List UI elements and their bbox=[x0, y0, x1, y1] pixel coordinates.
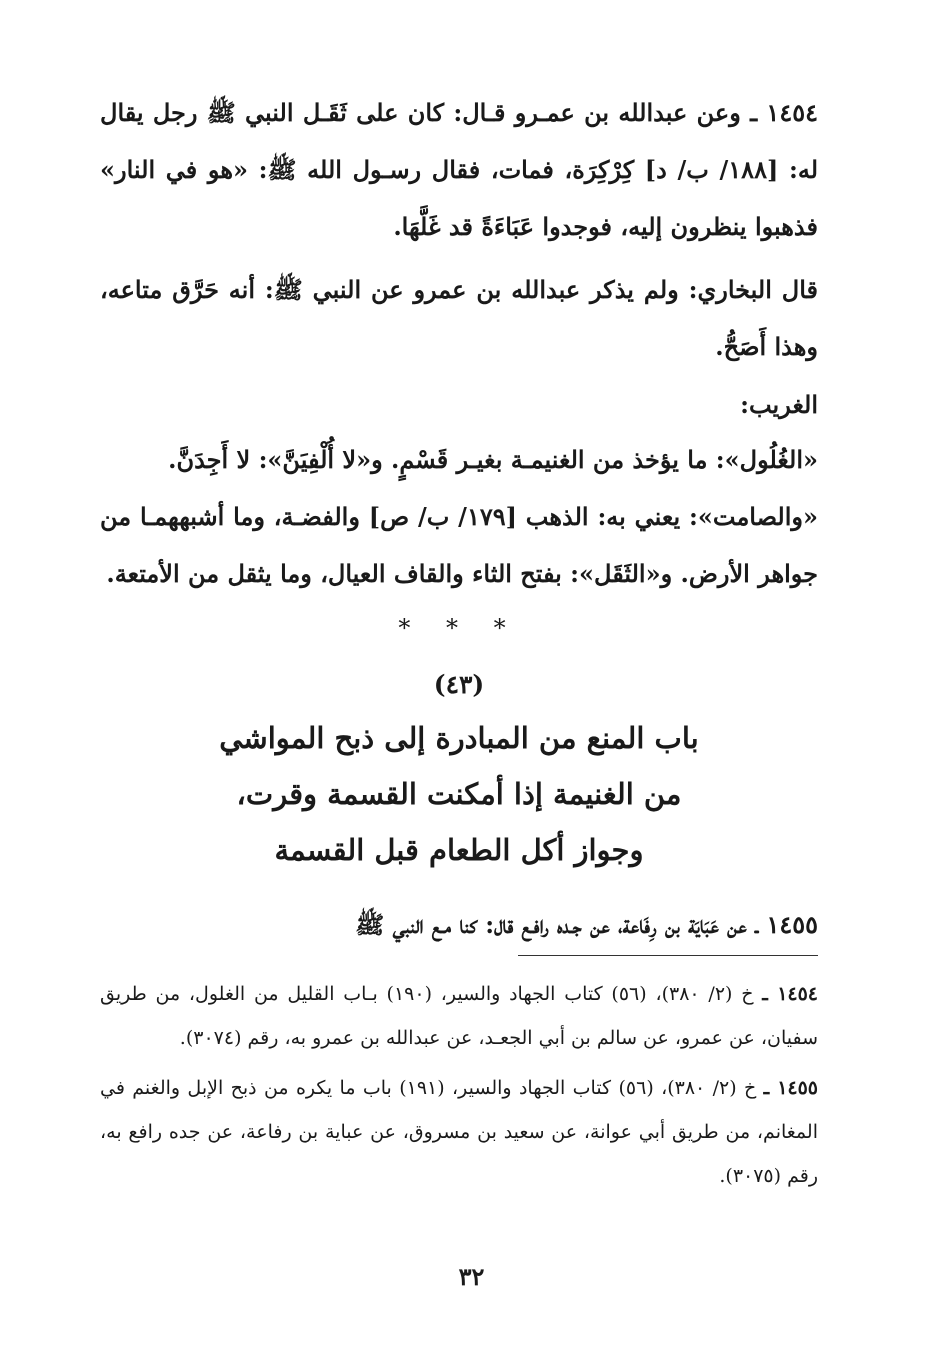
footnote-divider bbox=[518, 955, 818, 956]
gharib-heading: الغريب: bbox=[740, 390, 818, 419]
hadith-1455 bbox=[100, 896, 818, 953]
footnote-number: ١٤٥٥ ـ bbox=[763, 1077, 819, 1099]
chapter-title-line-1: باب المنع من المبادرة إلى ذبح المواشي bbox=[219, 721, 699, 755]
hadith-number: ١٤٥٤ ـ bbox=[750, 98, 818, 127]
gharib-line-1: «الغُلُول»: ما يؤخذ من الغنيمـة بغيـر قَسْمٍ. و«لا أُلْفِيَنَّ»: لا أَجِدَنَّ. bbox=[168, 445, 818, 474]
hadith-1454 bbox=[100, 84, 818, 255]
footnote-1454 bbox=[100, 972, 818, 1060]
page-number: ٣٢ bbox=[458, 1262, 485, 1291]
hadith-text: عن عَبَايَة بن رِفَاعة، عن جـده رافـع قال: كنا مـع النبي ﷺ bbox=[355, 910, 747, 939]
footnote-1455 bbox=[100, 1066, 818, 1198]
footnote-number: ١٤٥٤ ـ bbox=[762, 983, 819, 1005]
bukhari-note: قال البخاري: ولم يذكر عبدالله بن عمرو عن النبي ﷺ: أنه حَرَّق متاعه، وهذا أَصَحُّ. bbox=[100, 275, 818, 361]
footnotes bbox=[100, 972, 818, 1204]
footnote-text: خ (٢/ ٣٨٠)، (٥٦) كتاب الجهاد والسير، (١٩٠) بـاب القليل من الغلول، من طريق سفيان، عن عمرو، عن سالم بن أبي الجعـد، عن عبدالله بن عمرو به، رقم (٣٠٧٤). bbox=[100, 983, 818, 1049]
section-separator: * * * bbox=[398, 614, 520, 642]
chapter-number: (٤٣) bbox=[433, 670, 485, 699]
chapter-title-line-2: من الغنيمة إذا أمكنت القسمة وقرت، bbox=[236, 777, 682, 811]
hadith-text: وعن عبدالله بن عمـرو قـال: كان على ثَقَـل النبي ﷺ رجل يقال له: [١٨٨/ ب/ د] كِرْكِرَة، فمات، فقال رسـول الله ﷺ: «هو في النار» فذهبوا ينظرون إليه، فوجدوا عَبَاءَةً قد غَلَّهَا. bbox=[100, 98, 819, 241]
chapter-title-line-3: وجواز أكل الطعام قبل القسمة bbox=[274, 833, 644, 867]
hadith-number: ١٤٥٥ ـ bbox=[755, 910, 818, 939]
gharib-line-2: «والصامت»: يعني به: الذهب [١٧٩/ ب/ ص] والفضـة، وما أشبههمـا من جواهر الأرض. و«الثَقَل»: بفتح الثاء والقاف العيال، وما يثقل من الأمتعة. bbox=[100, 502, 818, 588]
main-text bbox=[100, 84, 818, 953]
footnote-text: خ (٢/ ٣٨٠)، (٥٦) كتاب الجهاد والسير، (١٩١) باب ما يكره من ذبح الإبل والغنم في المغانم، من طريق أبي عوانة، عن سعيد بن مسروق، عن عباية بن رفاعة، عن جده رافع به، رقم (٣٠٧٥). bbox=[100, 1077, 818, 1187]
